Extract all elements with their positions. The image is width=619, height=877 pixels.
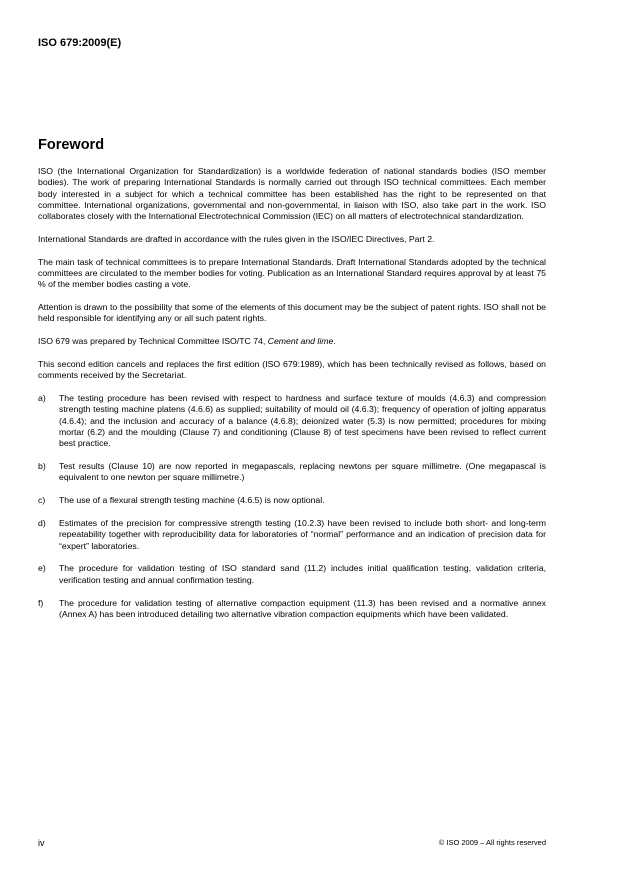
paragraph-iso-intro: ISO (the International Organization for Standardization) is a worldwide federation of national standards bodies (ISO member bodies). The work of preparing International Standards is normally carried out through ISO technical committees. Each member body interested in a subject for which a technical committee has been established has the right to be represented on that committee. International organizations, governmental and non-governmental, in liaison with ISO, also take part in the work. ISO collaborates closely with the International Electrotechnical Commission (IEC) on all matters of electrotechnical standardization. bbox=[38, 166, 546, 222]
page-title: Foreword bbox=[38, 137, 105, 153]
foreword-body bbox=[38, 166, 546, 632]
list-item-text: Estimates of the precision for compressive strength testing (10.2.3) have been revised to include both short- and long-term repeatability together with reproducibility data for laboratories of “normal” performance and an indication of precision data for “expert” laboratories. bbox=[59, 518, 546, 551]
list-item bbox=[38, 495, 546, 506]
document-id: ISO 679:2009(E) bbox=[38, 37, 122, 49]
list-item bbox=[38, 563, 546, 586]
list-item bbox=[38, 598, 546, 621]
list-item bbox=[38, 393, 546, 449]
list-item-text: The procedure for validation testing of alternative compaction equipment (11.3) has been revised and a normative annex (Annex A) has been introduced detailing two alternative vibration compaction equipments which have been validated. bbox=[59, 597, 546, 619]
paragraph-patent-rights: Attention is drawn to the possibility that some of the elements of this document may be the subject of patent rights. ISO shall not be held responsible for identifying any or all such patent rights. bbox=[38, 302, 546, 324]
list-marker: c) bbox=[38, 495, 46, 506]
paragraph-edition: This second edition cancels and replaces the first edition (ISO 679:1989), which has been technically revised as follows, based on comments received by the Secretariat. bbox=[38, 359, 546, 381]
list-item-text: The use of a flexural strength testing machine (4.6.5) is now optional. bbox=[59, 495, 325, 506]
list-item bbox=[38, 461, 546, 484]
revision-list bbox=[38, 393, 546, 620]
paragraph-drafting-rules: International Standards are drafted in accordance with the rules given in the ISO/IEC Directives, Part 2. bbox=[38, 233, 435, 244]
list-marker: b) bbox=[38, 461, 46, 472]
list-item bbox=[38, 518, 546, 552]
list-marker: a) bbox=[38, 393, 46, 404]
list-item-text: The testing procedure has been revised with respect to hardness and surface texture of moulds (4.6.3) and compression strength testing machine platens (4.6.6) as supplied; suitability of mould oil (4.6.3); frequency of operation of jolting apparatus (4.6.4); and the inclusion and accuracy of a balance (4.6.8); deionized water (5.3) is now permitted; procedures for mixing mortar (6.2) and the moulding (Clause 7) and conditioning (Clause 8) of test specimens have been revised to reflect current best practice. bbox=[59, 393, 546, 449]
committee-title: Cement and lime bbox=[267, 336, 334, 347]
list-marker: f) bbox=[38, 597, 44, 608]
list-marker: d) bbox=[38, 518, 46, 529]
prepared-by-end: . bbox=[333, 336, 336, 347]
list-marker: e) bbox=[38, 563, 46, 574]
list-item-text: The procedure for validation testing of ISO standard sand (11.2) includes initial qualification testing, validation criteria, verification testing and annual confirmation testing. bbox=[59, 563, 546, 585]
paragraph-committee-task: The main task of technical committees is to prepare International Standards. Draft International Standards adopted by the technical committees are circulated to the member bodies for voting. Publication as an International Standard requires approval by at least 75 % of the member bodies casting a vote. bbox=[38, 256, 546, 290]
page-footer bbox=[38, 838, 546, 848]
paragraph-prepared-by bbox=[38, 336, 546, 347]
prepared-by-text: ISO 679 was prepared by Technical Committee ISO/TC 74, bbox=[38, 336, 268, 347]
copyright-notice: © ISO 2009 – All rights reserved bbox=[438, 838, 546, 847]
list-item-text: Test results (Clause 10) are now reported in megapascals, replacing newtons per square millimetre. (One megapascal is equivalent to one newton per square millimetre.) bbox=[59, 461, 546, 483]
page-number: iv bbox=[38, 838, 45, 848]
